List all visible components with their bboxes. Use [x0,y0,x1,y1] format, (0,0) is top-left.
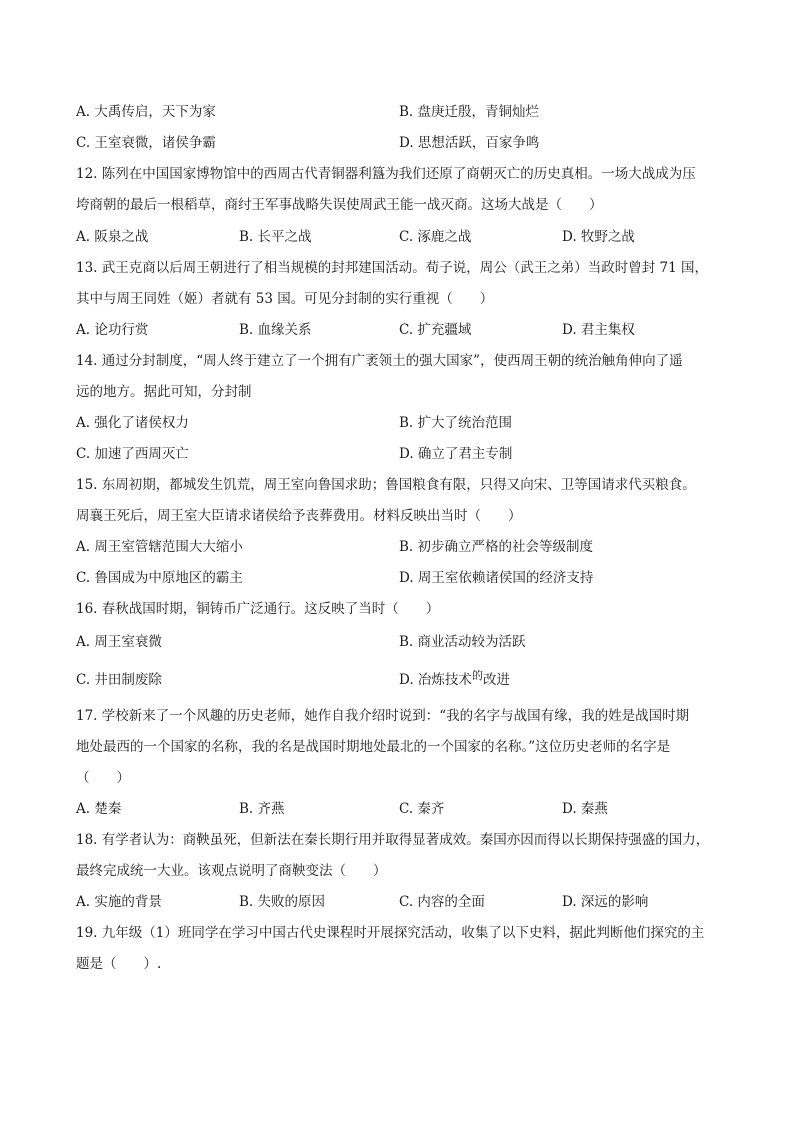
q15-option-c: C. 鲁国成为中原地区的霸主 [76,570,243,586]
q15-stem-line-2: 周襄王死后，周王室大臣请求诸侯给予丧葬费用。材料反映出当时（ ） [76,508,522,524]
q12-option-b: B. 长平之战 [239,229,312,245]
q17-option-a: A. 楚秦 [76,801,122,817]
q11-option-a: A. 大禹传启，天下为家 [76,104,216,120]
q13-option-c: C. 扩充疆域 [399,322,472,338]
q11-option-d: D. 思想活跃，百家争鸣 [399,135,540,151]
q17-option-c: C. 秦齐 [399,801,445,817]
q16-stem-line-1: 16. 春秋战国时期，铜铸币广泛通行。这反映了当时（ ） [76,601,440,617]
q13-option-a: A. 论功行赏 [76,322,149,338]
q15-option-b: B. 初步确立严格的社会等级制度 [399,539,594,555]
q19-stem-line-1: 19. 九年级（1）班同学在学习中国古代史课程时开展探究活动，收集了以下史料，据此判断他们探究的主 [76,925,705,941]
q17-stem-line-2: 地处最西的一个国家的名称，我的名是战国时期地处最北的一个国家的名称。”这位历史老师的名字是 [76,739,671,755]
q16-option-d-post: 改进 [482,672,510,688]
q14-option-b: B. 扩大了统治范围 [399,415,513,431]
q12-option-a: A. 阪泉之战 [76,229,149,245]
q16-option-d-sup: 的 [471,669,483,682]
q14-stem-line-1: 14. 通过分封制度，“周人终于建立了一个拥有广袤领土的强大国家”，使西周王朝的统治触角伸向了遥 [76,353,683,369]
q14-stem-line-2: 远的地方。据此可知，分封制 [76,384,252,400]
q17-stem-line-3: （ ） [76,770,130,786]
q16-option-d-pre: D. 冶炼技术 [399,672,472,688]
q17-stem-line-1: 17. 学校新来了一个风趣的历史老师，她作自我介绍时说到：“我的名字与战国有缘，我的姓是战国时期 [76,708,690,724]
q18-option-a: A. 实施的背景 [76,894,162,910]
q18-option-d: D. 深远的影响 [562,894,649,910]
q16-option-d [399,670,510,691]
q18-option-c: C. 内容的全面 [399,894,485,910]
q18-stem-line-2: 最终完成统一大业。该观点说明了商鞅变法（ ） [76,863,387,879]
q11-option-b: B. 盘庚迁殷，青铜灿烂 [399,104,540,120]
q17-option-d: D. 秦燕 [562,801,608,817]
q13-option-d: D. 君主集权 [562,322,635,338]
q13-option-b: B. 血缘关系 [239,322,312,338]
q11-option-c: C. 王室衰微，诸侯争霸 [76,135,216,151]
q15-option-a: A. 周王室管辖范围大大缩小 [76,539,243,555]
q15-stem-line-1: 15. 东周初期，都城发生饥荒，周王室向鲁国求助；鲁国粮食有限，只得又向宋、卫等国请求代买粮食。 [76,477,696,493]
q13-stem-line-1: 13. 武王克商以后周王朝进行了相当规模的封邦建国活动。荀子说，周公（武王之弟）当政时曾封 71 国， [76,260,709,276]
q12-option-c: C. 涿鹿之战 [399,229,472,245]
q16-option-a: A. 周王室衰微 [76,634,162,650]
q16-option-c: C. 井田制废除 [76,672,162,688]
q14-option-a: A. 强化了诸侯权力 [76,415,189,431]
q14-option-c: C. 加速了西周灭亡 [76,446,189,462]
q15-option-d: D. 周王室依赖诸侯国的经济支持 [399,570,594,586]
q12-option-d: D. 牧野之战 [562,229,635,245]
q12-stem-line-2: 垮商朝的最后一根稻草，商纣王军事战略失误使周武王能一战灭商。这场大战是（ ） [76,197,603,213]
q18-stem-line-1: 18. 有学者认为：商鞅虽死，但新法在秦长期行用并取得显著成效。秦国亦因而得以长期保持强盛的国力， [76,832,710,848]
q13-stem-line-2: 其中与周王同姓（姬）者就有 53 国。可见分封制的实行重视（ ） [76,291,494,307]
q18-option-b: B. 失败的原因 [239,894,326,910]
q19-stem-line-2: 题是（ ）. [76,956,162,972]
q14-option-d: D. 确立了君主专制 [399,446,513,462]
q16-option-b: B. 商业活动较为活跃 [399,634,526,650]
q17-option-b: B. 齐燕 [239,801,285,817]
q12-stem-line-1: 12. 陈列在中国国家博物馆中的西周古代青铜器利簋为我们还原了商朝灭亡的历史真相。一场大战成为压 [76,166,696,182]
